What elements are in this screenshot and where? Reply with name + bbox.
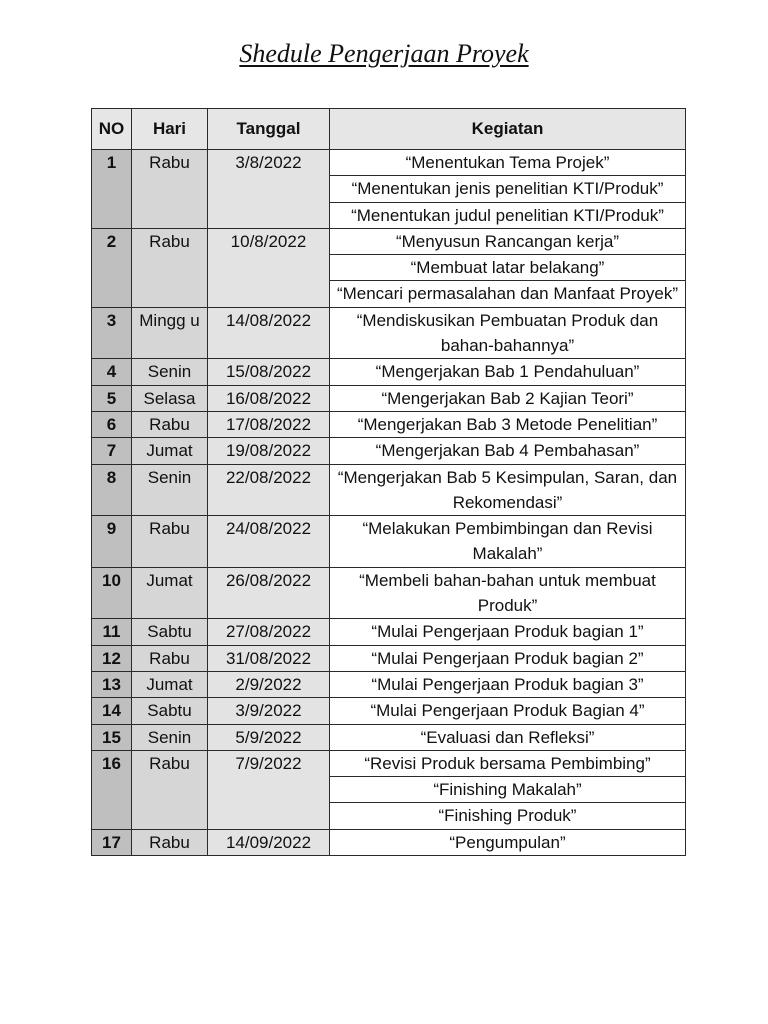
day-cell: Senin: [132, 724, 208, 750]
activity-cell: “Menyusun Rancangan kerja”: [330, 228, 686, 254]
activity-cell: “Menentukan jenis penelitian KTI/Produk”: [330, 176, 686, 202]
day-cell: Jumat: [132, 567, 208, 619]
activity-cell: “Mengerjakan Bab 2 Kajian Teori”: [330, 385, 686, 411]
date-cell: 24/08/2022: [208, 516, 330, 568]
row-number-cell: 17: [92, 829, 132, 855]
day-cell: Rabu: [132, 516, 208, 568]
activity-cell: “Finishing Produk”: [330, 803, 686, 829]
table-row: [92, 464, 686, 516]
table-row: [92, 671, 686, 697]
activity-cell: “Mencari permasalahan dan Manfaat Proyek”: [330, 281, 686, 307]
row-number-cell: 6: [92, 411, 132, 437]
date-cell: 15/08/2022: [208, 359, 330, 385]
table-row: [92, 411, 686, 437]
table-row: [92, 567, 686, 619]
date-cell: 3/9/2022: [208, 698, 330, 724]
activity-cell: “Melakukan Pembimbingan dan Revisi Makalah”: [330, 516, 686, 568]
table-row: [92, 619, 686, 645]
day-cell: Jumat: [132, 438, 208, 464]
row-number-cell: 13: [92, 671, 132, 697]
table-row: [92, 359, 686, 385]
date-cell: 3/8/2022: [208, 150, 330, 229]
page-title: Shedule Pengerjaan Proyek: [239, 39, 529, 68]
day-cell: Senin: [132, 359, 208, 385]
activity-cell: “Menentukan Tema Projek”: [330, 150, 686, 176]
row-number-cell: 5: [92, 385, 132, 411]
day-cell: Jumat: [132, 671, 208, 697]
header-row: [92, 109, 686, 150]
activity-cell: “Mendiskusikan Pembuatan Produk dan bahan-bahannya”: [330, 307, 686, 359]
table-row: [92, 829, 686, 855]
row-number-cell: 11: [92, 619, 132, 645]
row-number-cell: 4: [92, 359, 132, 385]
activity-cell: “Evaluasi dan Refleksi”: [330, 724, 686, 750]
activity-cell: “Finishing Makalah”: [330, 777, 686, 803]
activity-cell: “Membuat latar belakang”: [330, 255, 686, 281]
activity-cell: “Revisi Produk bersama Pembimbing”: [330, 750, 686, 776]
column-header-no: NO: [92, 109, 132, 150]
row-number-cell: 16: [92, 750, 132, 829]
row-number-cell: 7: [92, 438, 132, 464]
table-row: [92, 645, 686, 671]
day-cell: Rabu: [132, 411, 208, 437]
date-cell: 14/09/2022: [208, 829, 330, 855]
date-cell: 22/08/2022: [208, 464, 330, 516]
row-number-cell: 12: [92, 645, 132, 671]
day-cell: Sabtu: [132, 698, 208, 724]
row-number-cell: 3: [92, 307, 132, 359]
row-number-cell: 2: [92, 228, 132, 307]
day-cell: Selasa: [132, 385, 208, 411]
date-cell: 7/9/2022: [208, 750, 330, 829]
table-row: [92, 385, 686, 411]
row-number-cell: 8: [92, 464, 132, 516]
table-row: [92, 724, 686, 750]
activity-cell: “Menentukan judul penelitian KTI/Produk”: [330, 202, 686, 228]
activity-cell: “Pengumpulan”: [330, 829, 686, 855]
date-cell: 19/08/2022: [208, 438, 330, 464]
row-number-cell: 14: [92, 698, 132, 724]
activity-cell: “Mulai Pengerjaan Produk bagian 3”: [330, 671, 686, 697]
column-header-tanggal: Tanggal: [208, 109, 330, 150]
day-cell: Senin: [132, 464, 208, 516]
date-cell: 5/9/2022: [208, 724, 330, 750]
activity-cell: “Mulai Pengerjaan Produk bagian 1”: [330, 619, 686, 645]
activity-cell: “Mengerjakan Bab 1 Pendahuluan”: [330, 359, 686, 385]
day-cell: Rabu: [132, 150, 208, 229]
table-row: [92, 228, 686, 254]
date-cell: 10/8/2022: [208, 228, 330, 307]
date-cell: 16/08/2022: [208, 385, 330, 411]
table-row: [92, 750, 686, 776]
column-header-kegiatan: Kegiatan: [330, 109, 686, 150]
date-cell: 31/08/2022: [208, 645, 330, 671]
table-row: [92, 307, 686, 359]
day-cell: Sabtu: [132, 619, 208, 645]
date-cell: 17/08/2022: [208, 411, 330, 437]
activity-cell: “Mengerjakan Bab 5 Kesimpulan, Saran, dan Rekomendasi”: [330, 464, 686, 516]
activity-cell: “Mulai Pengerjaan Produk bagian 2”: [330, 645, 686, 671]
row-number-cell: 15: [92, 724, 132, 750]
table-row: [92, 698, 686, 724]
date-cell: 27/08/2022: [208, 619, 330, 645]
table-row: [92, 150, 686, 176]
table-header: [92, 109, 686, 150]
day-cell: Mingg u: [132, 307, 208, 359]
table-body: [92, 150, 686, 856]
day-cell: Rabu: [132, 645, 208, 671]
date-cell: 26/08/2022: [208, 567, 330, 619]
activity-cell: “Membeli bahan-bahan untuk membuat Produk”: [330, 567, 686, 619]
row-number-cell: 9: [92, 516, 132, 568]
activity-cell: “Mengerjakan Bab 3 Metode Penelitian”: [330, 411, 686, 437]
activity-cell: “Mengerjakan Bab 4 Pembahasan”: [330, 438, 686, 464]
table-row: [92, 516, 686, 568]
day-cell: Rabu: [132, 228, 208, 307]
table-row: [92, 438, 686, 464]
activity-cell: “Mulai Pengerjaan Produk Bagian 4”: [330, 698, 686, 724]
date-cell: 2/9/2022: [208, 671, 330, 697]
row-number-cell: 1: [92, 150, 132, 229]
row-number-cell: 10: [92, 567, 132, 619]
day-cell: Rabu: [132, 750, 208, 829]
schedule-table: [91, 108, 686, 856]
date-cell: 14/08/2022: [208, 307, 330, 359]
day-cell: Rabu: [132, 829, 208, 855]
column-header-hari: Hari: [132, 109, 208, 150]
